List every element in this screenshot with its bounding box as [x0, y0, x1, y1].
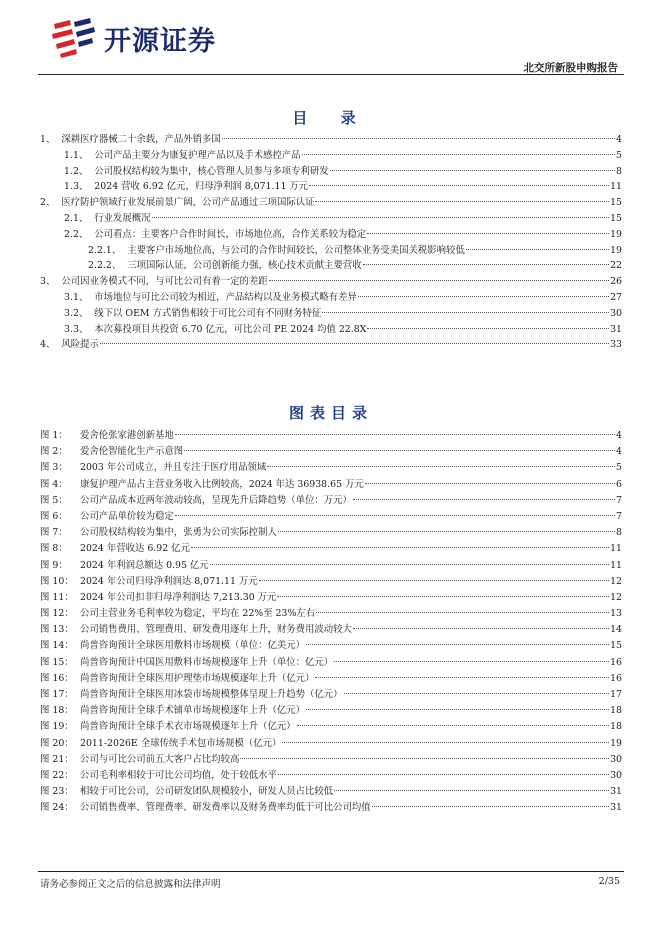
dot-leader: [353, 628, 609, 629]
entry-page: 31: [610, 323, 622, 335]
entry-title: 公司看点：主要客户合作时间长，市场地位高，合作关系较为稳定: [94, 228, 367, 240]
entry-title: 市场地位与可比公司较为相近，产品结构以及业务模式略有差异: [94, 291, 357, 303]
entry-page: 5: [616, 149, 622, 161]
toc-entry[interactable]: [40, 274, 622, 290]
dot-leader: [175, 434, 615, 435]
entry-number: 图 8：: [40, 543, 68, 555]
dot-leader: [282, 742, 609, 743]
entry-page: 4: [616, 134, 622, 145]
entry-page: 17: [610, 689, 622, 700]
dot-leader: [334, 661, 609, 662]
dot-leader: [306, 709, 609, 710]
dot-leader: [367, 328, 609, 329]
figure-entry[interactable]: [40, 703, 622, 719]
toc-entry[interactable]: [40, 243, 622, 259]
figure-entry[interactable]: [40, 477, 622, 493]
entry-page: 22: [610, 260, 622, 272]
figure-entry[interactable]: [40, 784, 622, 800]
figure-entry[interactable]: [40, 606, 622, 622]
dot-leader: [315, 201, 609, 202]
entry-title: 主要客户市场地位高，与公司的合作时间较长，公司整体业务受美国关税影响较低: [127, 244, 465, 256]
entry-title: 康复护理产品占主营业务收入比例较高，2024 年达 36938.65 万元: [80, 478, 364, 490]
entry-page: 15: [610, 197, 622, 209]
dot-leader: [210, 564, 609, 565]
entry-title: 公司因业务模式不同，与可比公司有着一定的差距: [61, 276, 268, 288]
entry-title: 公司股权结构较为集中，核心管理人员参与多项专利研发: [94, 165, 329, 177]
entry-title: 2024 年利润总额达 0.95 亿元: [80, 559, 209, 571]
entry-number: 图 23：: [40, 786, 74, 798]
dot-leader: [358, 296, 609, 297]
entry-number: 图 1：: [40, 430, 68, 441]
entry-title: 公司毛利率相较于可比公司均值，处于较低水平: [80, 769, 277, 781]
entry-page: 8: [616, 527, 622, 539]
entry-title: 尚普咨询预计全球手术铺单市场规模逐年上升（亿元）: [80, 705, 306, 717]
dot-leader: [278, 531, 615, 532]
footer-disclaimer: 请务必参阅正文之后的信息披露和法律声明: [40, 879, 221, 890]
toc-entry[interactable]: [40, 211, 622, 227]
entry-number: 1、: [40, 134, 56, 145]
dot-leader: [367, 233, 609, 234]
entry-title: 尚普咨询预计全球手术衣市场规模逐年上升（亿元）: [80, 721, 296, 733]
entry-title: 相较于可比公司，公司研发团队规模较小，研发人员占比较低: [80, 786, 334, 798]
entry-number: 图 4：: [40, 478, 68, 490]
dot-leader: [302, 154, 615, 155]
entry-title: 公司与可比公司前五大客户占比均较高: [80, 753, 240, 765]
dot-leader: [297, 725, 609, 726]
entry-page: 30: [610, 753, 622, 765]
entry-page: 19: [610, 737, 622, 749]
toc-entry[interactable]: [40, 258, 622, 274]
entry-page: 33: [610, 339, 622, 351]
figure-entry[interactable]: [40, 574, 622, 590]
entry-page: 4: [616, 430, 622, 441]
entry-page: 31: [610, 802, 622, 814]
entry-number: 3.3、: [64, 323, 89, 335]
header-divider: [38, 74, 624, 75]
figure-list: [40, 428, 622, 817]
figure-entry[interactable]: [40, 687, 622, 703]
entry-number: 图 12：: [40, 608, 74, 620]
dot-leader: [322, 312, 609, 313]
figure-entry[interactable]: [40, 460, 622, 476]
entry-number: 2、: [40, 197, 56, 209]
dot-leader: [315, 677, 609, 678]
entry-page: 30: [610, 769, 622, 781]
entry-page: 27: [610, 291, 622, 303]
entry-title: 公司销售费率、管理费率、研发费率以及财务费率均低于可比公司均值: [80, 802, 371, 814]
dot-leader: [100, 343, 609, 344]
entry-number: 2.1、: [64, 212, 89, 224]
entry-page: 26: [610, 276, 622, 288]
report-type-label: 北交所新股申购报告: [523, 62, 618, 74]
dot-leader: [240, 758, 609, 759]
dot-leader: [267, 466, 615, 467]
entry-number: 图 20：: [40, 737, 74, 749]
figure-entry[interactable]: [40, 719, 622, 735]
toc-entry[interactable]: [40, 227, 622, 243]
entry-page: 16: [610, 656, 622, 668]
entry-number: 3.2、: [64, 307, 89, 319]
entry-number: 图 16：: [40, 672, 74, 684]
toc-entry[interactable]: [40, 322, 622, 338]
entry-page: 11: [610, 543, 622, 555]
dot-leader: [344, 693, 610, 694]
entry-number: 1.3、: [64, 181, 89, 193]
dot-leader: [222, 138, 615, 139]
dot-leader: [466, 249, 609, 250]
entry-page: 18: [610, 721, 622, 733]
entry-page: 11: [610, 559, 622, 571]
entry-title: 尚普咨询预计全球医用护理垫市场规模逐年上升（亿元）: [80, 672, 315, 684]
entry-title: 2011-2026E 全球传统手术包市场规模（亿元）: [80, 737, 282, 749]
entry-page: 11: [610, 181, 622, 193]
entry-title: 尚普咨询预计全球医用冰袋市场规模整体呈现上升趋势（亿元）: [80, 689, 343, 700]
toc-list: [40, 132, 622, 353]
entry-number: 1.2、: [64, 165, 89, 177]
entry-number: 图 6：: [40, 510, 68, 522]
toc-title: 目 录: [292, 109, 370, 127]
figure-entry[interactable]: [40, 558, 622, 574]
dot-leader: [316, 612, 609, 613]
entry-page: 13: [610, 608, 622, 620]
figure-entry[interactable]: [40, 752, 622, 768]
entry-number: 图 18：: [40, 705, 74, 717]
entry-page: 19: [610, 244, 622, 256]
figure-entry[interactable]: [40, 444, 622, 460]
entry-title: 2024 年公司归母净利润达 8,071.11 万元: [80, 575, 258, 587]
dot-leader: [309, 185, 609, 186]
dot-leader: [334, 790, 609, 791]
entry-page: 12: [610, 591, 622, 603]
entry-title: 2003 年公司成立，并且专注于医疗用品领域: [80, 462, 267, 474]
entry-page: 18: [610, 705, 622, 717]
entry-number: 4、: [40, 339, 56, 351]
entry-title: 风险提示: [61, 339, 99, 351]
dot-leader: [191, 547, 609, 548]
entry-title: 三项国际认证，公司创新能力强，核心技术贡献主要营收: [127, 260, 362, 272]
toc-entry[interactable]: [40, 195, 622, 211]
entry-title: 尚普咨询预计全球医用敷料市场规模（单位：亿美元）: [80, 640, 306, 652]
entry-number: 图 9：: [40, 559, 68, 571]
entry-number: 图 19：: [40, 721, 74, 733]
entry-title: 2024 年营收达 6.92 亿元: [80, 543, 190, 555]
entry-title: 尚普咨询预计中国医用敷料市场规模逐年上升（单位：亿元）: [80, 656, 334, 668]
figure-entry[interactable]: [40, 638, 622, 654]
entry-page: 7: [616, 494, 622, 506]
dot-leader: [269, 280, 609, 281]
entry-number: 图 11：: [40, 591, 74, 603]
entry-page: 5: [616, 462, 622, 474]
entry-title: 2024 营收 6.92 亿元，归母净利润 8,071.11 万元: [94, 181, 309, 193]
figure-entry[interactable]: [40, 590, 622, 606]
entry-title: 爱舍伦张家港创新基地: [80, 430, 174, 441]
entry-title: 公司股权结构较为集中，张勇为公司实际控制人: [80, 527, 277, 539]
entry-title: 公司产品单价较为稳定: [80, 510, 174, 522]
brand-mark-icon: [50, 16, 96, 60]
figure-entry[interactable]: [40, 800, 622, 816]
entry-title: 公司主营业务毛利率较为稳定，平均在 22%至 23%左右: [80, 608, 316, 620]
entry-number: 图 2：: [40, 446, 68, 458]
figure-entry[interactable]: [40, 622, 622, 638]
dot-leader: [259, 580, 609, 581]
toc-entry[interactable]: [40, 148, 622, 164]
dot-leader: [372, 806, 609, 807]
entry-title: 公司销售费用、管理费用、研发费用逐年上升，财务费用波动较大: [80, 624, 352, 636]
toc-entry[interactable]: [40, 337, 622, 353]
entry-number: 1.1、: [64, 149, 89, 161]
entry-page: 7: [616, 510, 622, 522]
dot-leader: [277, 596, 609, 597]
entry-number: 图 15：: [40, 656, 74, 668]
entry-page: 8: [616, 165, 622, 177]
toc-entry[interactable]: [40, 179, 622, 195]
entry-page: 30: [610, 307, 622, 319]
figure-entry[interactable]: [40, 541, 622, 557]
entry-title: 深耕医疗器械二十余载，产品外销多国: [61, 134, 221, 145]
entry-number: 图 5：: [40, 494, 68, 506]
entry-number: 图 24：: [40, 802, 74, 814]
entry-number: 图 14：: [40, 640, 74, 652]
entry-page: 31: [610, 786, 622, 798]
figure-entry[interactable]: [40, 525, 622, 541]
toc-entry[interactable]: [40, 132, 622, 148]
dot-leader: [184, 450, 615, 451]
dot-leader: [365, 483, 615, 484]
entry-page: 19: [610, 228, 622, 240]
entry-number: 3.1、: [64, 291, 89, 303]
entry-title: 爱舍伦智能化生产示意图: [80, 446, 184, 458]
figure-entry[interactable]: [40, 655, 622, 671]
page-number: 2/35: [598, 876, 620, 887]
entry-title: 行业发展概况: [94, 212, 151, 224]
dot-leader: [175, 515, 615, 516]
entry-number: 图 13：: [40, 624, 74, 636]
dot-leader: [353, 499, 615, 500]
dot-leader: [306, 644, 609, 645]
toc-entry[interactable]: [40, 290, 622, 306]
toc-entry[interactable]: [40, 164, 622, 180]
entry-number: 2.2.2、: [88, 260, 122, 272]
entry-page: 15: [610, 212, 622, 224]
entry-title: 医疗防护领域行业发展前景广阔，公司产品通过三项国际认证: [61, 197, 315, 209]
dot-leader: [152, 217, 610, 218]
entry-title: 线下以 OEM 方式销售相较于可比公司有不同财务特征: [94, 307, 322, 319]
entry-page: 6: [616, 478, 622, 490]
entry-title: 公司产品主要分为康复护理产品以及手术感控产品: [94, 149, 301, 161]
footer-divider: [38, 871, 624, 872]
entry-number: 2.2.1、: [88, 244, 122, 256]
entry-number: 图 21：: [40, 753, 74, 765]
dot-leader: [278, 774, 609, 775]
entry-page: 15: [610, 640, 622, 652]
dot-leader: [363, 264, 609, 265]
figure-entry[interactable]: [40, 493, 622, 509]
entry-title: 2024 年公司扣非归母净利润达 7,213.30 万元: [80, 591, 277, 603]
figure-entry[interactable]: [40, 509, 622, 525]
brand-logo: [50, 16, 250, 60]
figure-entry[interactable]: [40, 736, 622, 752]
entry-page: 12: [610, 575, 622, 587]
entry-page: 4: [616, 446, 622, 458]
figure-list-title: 图表目录: [288, 404, 373, 422]
entry-number: 图 7：: [40, 527, 68, 539]
entry-number: 图 10：: [40, 575, 74, 587]
entry-page: 16: [610, 672, 622, 684]
entry-number: 图 17：: [40, 689, 74, 700]
toc-entry[interactable]: [40, 306, 622, 322]
entry-number: 3、: [40, 276, 56, 288]
entry-number: 2.2、: [64, 228, 89, 240]
dot-leader: [330, 170, 615, 171]
figure-entry[interactable]: [40, 768, 622, 784]
entry-title: 本次募投项目共投资 6.70 亿元，可比公司 PE 2024 均值 22.8X: [94, 323, 367, 335]
entry-number: 图 22：: [40, 769, 74, 781]
entry-number: 图 3：: [40, 462, 68, 474]
entry-page: 14: [610, 624, 622, 636]
figure-entry[interactable]: [40, 671, 622, 687]
figure-entry[interactable]: [40, 428, 622, 444]
brand-name: 开源证券: [104, 25, 216, 57]
entry-title: 公司产品成本近两年波动较高，呈现先升后降趋势（单位：万元）: [80, 494, 352, 506]
